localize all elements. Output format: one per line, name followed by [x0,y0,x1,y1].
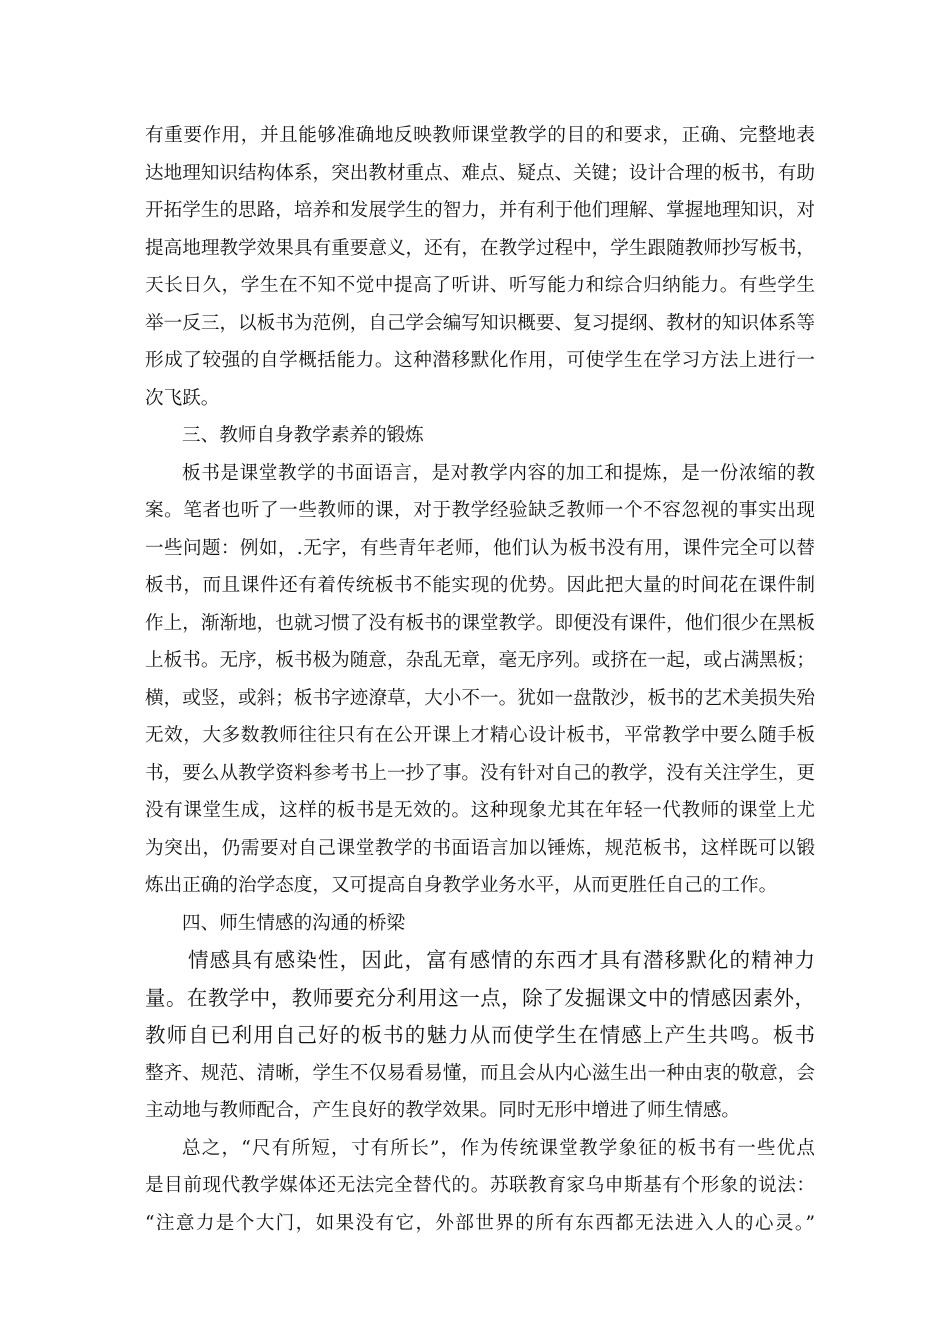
paragraph-line: 整齐、规范、清晰，学生不仅易看易懂，而且会从内心滋生出一种由衷的敬意，会 [145,1062,815,1084]
body-text [145,117,815,1242]
paragraph-line: 天长日久，学生在不知不觉中提高了听讲、听写能力和综合归纳能力。有些学生 [145,275,815,296]
paragraph-line: 情感具有感染性，因此，富有感情的东西才具有潜移默化的精神力 [188,948,815,972]
paragraph-line: 书，要么从教学资料参考书上一抄了事。没有针对自己的教学，没有关注学生，更 [145,762,815,784]
paragraph-line: 无效，大多数教师往往只有在公开课上才精心设计板书，平常教学中要么随手板 [145,725,815,746]
section-heading-3: 三、教师自身教学素养的锻炼 [182,425,424,446]
paragraph-line: 为突出，仍需要对自己课堂教学的书面语言加以锤炼，规范板书，这样既可以锻 [145,837,815,859]
paragraph-line: 主动地与教师配合，产生良好的教学效果。同时无形中增进了师生情感。 [145,1100,741,1121]
paragraph-line: 达地理知识结构体系，突出教材重点、难点、疑点、关键；设计合理的板书，有助 [145,162,815,184]
paragraph-line: 有重要作用，并且能够准确地反映教师课堂教学的目的和要求，正确、完整地表 [145,125,815,146]
paragraph-line: 教师自已利用自己好的板书的魅力从而使学生在情感上产生共鸣。板书 [145,1023,815,1047]
paragraph-line: 板书是课堂教学的书面语言，是对教学内容的加工和提炼，是一份浓缩的教 [182,462,815,484]
section-heading-4: 四、师生情感的沟通的桥梁 [182,912,406,934]
paragraph-line: 提高地理教学效果具有重要意义，还有，在教学过程中，学生跟随教师抄写板书， [145,237,815,259]
paragraph-line: 是目前现代教学媒体还无法完全替代的。苏联教育家乌申斯基有个形象的说法： [145,1175,815,1196]
paragraph-line: 举一反三，以板书为范例，自己学会编写知识概要、复习提纲、教材的知识体系等 [145,312,815,334]
paragraph-line: 开拓学生的思路，培养和发展学生的智力，并有利于他们理解、掌握地理知识，对 [145,200,815,221]
paragraph-line: 次飞跃。 [145,387,220,409]
paragraph-line: 总之，“尺有所短，寸有所长”，作为传统课堂教学象征的板书有一些优点 [182,1137,815,1159]
paragraph-line: 横，或竖，或斜；板书字迹潦草，大小不一。犹如一盘散沙，板书的艺术美损失殆 [145,687,815,709]
paragraph-line: 一些问题：例如，.无字，有些青年老师，他们认为板书没有用，课件完全可以替 [145,537,815,559]
paragraph-line: 案。笔者也听了一些教师的课，对于教学经验缺乏教师一个不容忽视的事实出现 [145,500,815,521]
paragraph-line: 没有课堂生成，这样的板书是无效的。这种现象尤其在年轻一代教师的课堂上尤 [145,800,815,821]
paragraph-line: 形成了较强的自学概括能力。这种潜移默化作用，可使学生在学习方法上进行一 [145,350,815,371]
paragraph-line: 作上，渐渐地，也就习惯了没有板书的课堂教学。即便没有课件，他们很少在黑板 [145,612,815,634]
paragraph-line: 量。在教学中，教师要充分利用这一点，除了发掘课文中的情感因素外， [145,985,815,1010]
paragraph-line: 上板书。无序，板书极为随意，杂乱无章，毫无序列。或挤在一起，或占满黑板； [145,650,815,671]
paragraph-line: 板书，而且课件还有着传统板书不能实现的优势。因此把大量的时间花在课件制 [145,575,815,596]
paragraph-line: 炼出正确的治学态度，又可提高自身教学业务水平，从而更胜任自己的工作。 [145,875,778,896]
paragraph-line: “注意力是个大门，如果没有它，外部世界的所有东西都无法进入人的心灵。” [145,1212,815,1234]
